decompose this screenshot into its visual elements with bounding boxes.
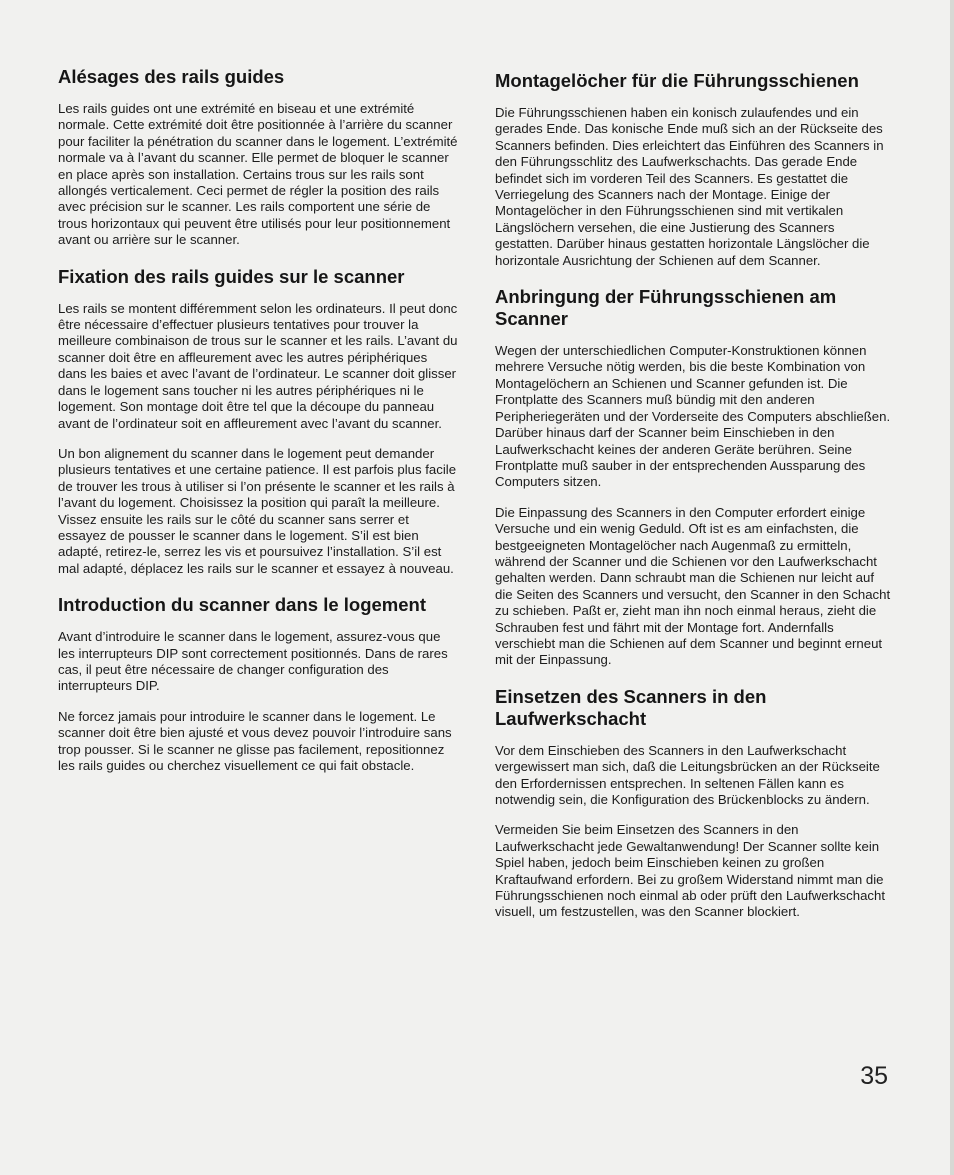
section-heading: Anbringung der Führungsschienen am Scanner [495,286,837,330]
section-insert-scanner-fr [58,594,458,774]
right-column [495,70,893,938]
section-heading: Introduction du scanner dans le logement [58,594,426,616]
paragraph: Les rails se montent différemment selon les ordinateurs. Il peut donc être nécessaire d’effectuer plusieurs tentatives pour trouver la meilleure combinaison de trous sur le scanner et les rails. L’avant du scanner doit être en affleurement avec les autres périphériques dans les baies et avec l’avant de l’ordinateur. Le scanner doit glisser dans le logement sans toucher ni les autres périphériques ni le logement. Son montage doit être tel que la découpe du panneau avant de l’ordinateur soit en affleurement avec l’avant du scanner. [58,300,458,431]
paragraph: Vermeiden Sie beim Einsetzen des Scanners in den Laufwerkschacht jede Gewaltanwendung! Der Scanner sollte kein Spiel haben, jedoch beim Einschieben keinen zu großen Kraftaufwand erfordern. Bei zu großem Widerstand nimmt man die Führungsschienen noch einmal ab oder prüft den Laufwerkschacht visuell, um festzustellen, was den Scanner blockiert. [495,822,886,920]
paragraph: Les rails guides ont une extrémité en biseau et une extrémité normale. Cette extrémité doit être positionnée à l’arrière du scanner pour faciliter la pénétration du scanner dans le logement. L’extrémité normale va à l’avant du scanner. Elle permet de bloquer le scanner en place après son installation. Certains trous sur les rails sont allongés verticalement. Ceci permet de régler la position des rails avec précision sur le scanner. Les rails comportent une série de trous horizontaux qui peuvent être utilisés pour leur positionnement avant ou arrière sur le scanner. [58,101,458,248]
section-guide-rail-holes-fr [58,66,458,249]
section-attach-rails-fr [58,266,458,578]
paragraph: Die Einpassung des Scanners in den Computer erfordert einige Versuche und ein wenig Geduld. Oft ist es am einfachsten, die bestgeeigneten Montagelöcher nach Augenmaß zu ermitteln, während der Scanner und die Schienen vor den Laufwerkschacht gehalten werden. Dann schraubt man die Schienen nur leicht auf die Seiten des Scanners und versucht, den Scanner in den Schacht zu schieben. Paßt er, zieht man ihn noch einmal heraus, zieht die Schrauben fest und fährt mit der Montage fort. Andernfalls verschiebt man die Schienen auf dem Scanner und beginnt erneut mit der Einpassung. [495,504,891,668]
section-guide-rail-holes-de [495,70,893,269]
page-edge-shadow [950,0,954,1175]
paragraph: Ne forcez jamais pour introduire le scanner dans le logement. Le scanner doit être bien ajusté et vous devez pouvoir l’introduire sans trop pousser. Si le scanner ne glisse pas facilement, repositionnez les rails guides ou cherchez visuellement ce qui fait obstacle. [58,708,452,773]
section-heading: Fixation des rails guides sur le scanner [58,265,405,287]
paragraph: Avant d’introduire le scanner dans le logement, assurez-vous que les interrupteurs DIP sont correctement positionnés. Dans de rares cas, il peut être nécessaire de changer configuration des interrupteurs DIP. [58,629,448,694]
paragraph: Vor dem Einschieben des Scanners in den Laufwerkschacht vergewissert man sich, daß die Leitungsbrücken an der Rückseite den Erfordernissen entsprechen. In seltenen Fällen kann es notwendig sein, die Konfiguration des Brückenblocks zu ändern. [495,742,880,807]
section-heading: Montagelöcher für die Führungsschienen [495,70,859,91]
paragraph: Die Führungsschienen haben ein konisch zulaufendes und ein gerades Ende. Das konische Ende muß sich an der Rückseite des Scanners befinden. Dies erleichtert das Einführen des Scanners in den Führungsschlitz des Laufwerkschachts. Das gerade Ende befindet sich im vorderen Teil des Scanners. Es gestattet die Verriegelung des Scanners nach der Montage. Einige der Montagelöcher in den Führungsschienen sind mit vertikalen Längslöchern versehen, die eine Justierung des Scanners gestatten. Darüber hinaus gestatten horizontale Längslöcher die horizontale Ausrichtung der Schienen auf dem Scanner. [495,105,884,268]
section-insert-scanner-de [495,686,893,921]
page-number: 35 [860,1062,888,1090]
left-column [58,66,458,791]
paragraph: Wegen der unterschiedlichen Computer-Konstruktionen können mehrere Versuche nötig werden, bis die beste Kombination von Montagelöchern an Schienen und Scanner gefunden ist. Die Frontplatte des Scanners muß bündig mit den anderen Peripheriegeräten und der Vorderseite des Computers abschließen. Darüber hinaus darf der Scanner beim Einschieben in den Laufwerkschacht keines der anderen Geräte berühren. Seine Frontplatte muß sauber in der entsprechenden Aussparung des Computers sitzen. [495,343,891,490]
section-attach-rails-de [495,286,893,669]
paragraph: Un bon alignement du scanner dans le logement peut demander plusieurs tentatives et une certaine patience. Il est parfois plus facile de trouver les trous à utiliser si l’on présente le scanner et les rails à l’avant du logement. Choisissez la position qui paraît la meilleure. Vissez ensuite les rails sur le côté du scanner sans serrer et essayez de pousser le scanner dans le logement. S’il est bien adapté, retirez-le, serrez les vis et poursuivez l’installation. S’il est mal adapté, déplacez les rails sur le scanner et essayez à nouveau. [58,445,457,576]
section-heading: Alésages des rails guides [58,66,285,87]
section-heading: Einsetzen des Scanners in den Laufwerkschacht [495,685,767,729]
